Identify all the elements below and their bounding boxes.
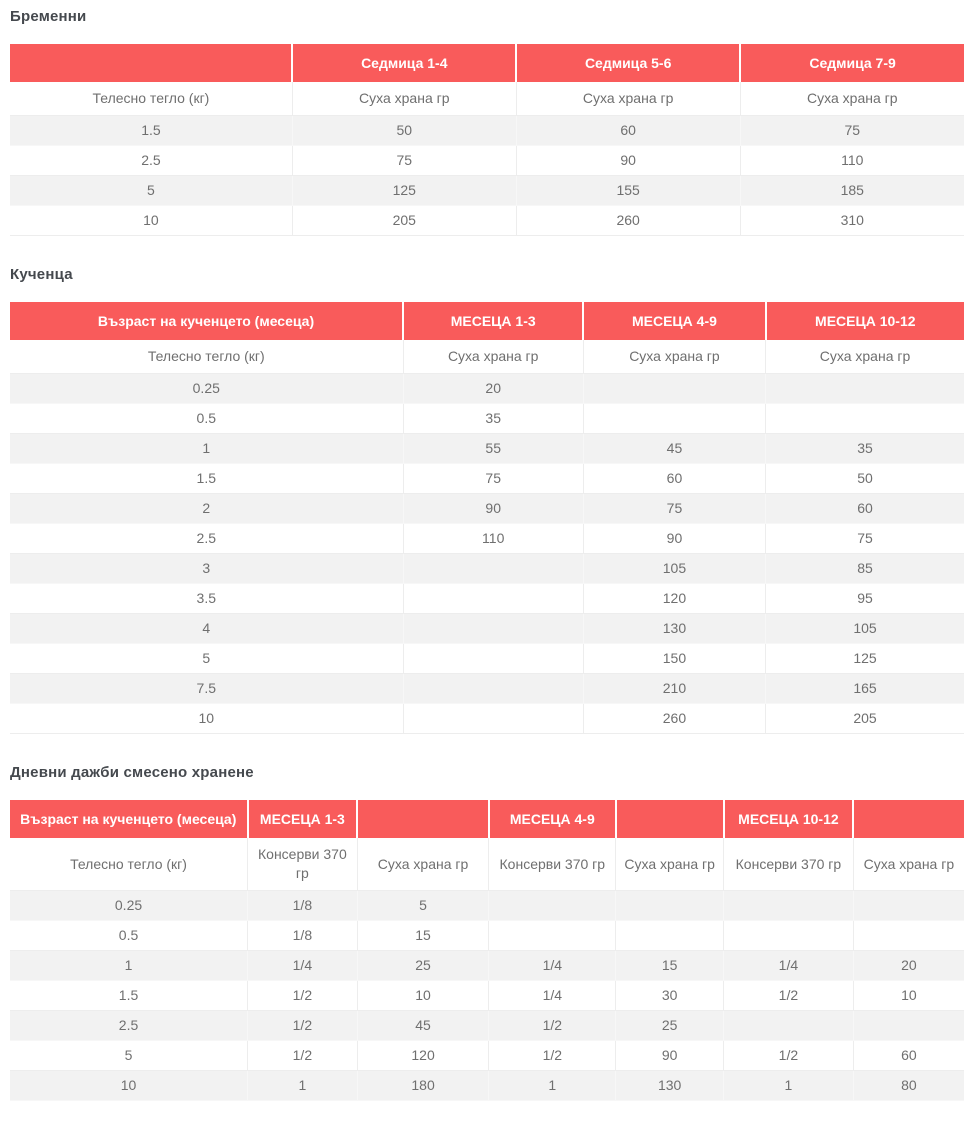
amount-cell: 60	[853, 1041, 964, 1071]
amount-cell	[583, 404, 765, 434]
amount-cell	[403, 674, 583, 704]
weight-cell: 2	[10, 494, 403, 524]
amount-cell	[583, 374, 765, 404]
table-row	[10, 704, 964, 734]
subheader-cell: Консерви 370 гр	[724, 838, 854, 891]
amount-cell: 45	[583, 434, 765, 464]
amount-cell: 50	[766, 464, 964, 494]
amount-cell: 75	[740, 116, 964, 146]
header-cell: МЕСЕЦА 1-3	[403, 302, 583, 340]
weight-cell: 1.5	[10, 116, 292, 146]
amount-cell: 1/2	[489, 1011, 616, 1041]
amount-cell: 205	[292, 206, 516, 236]
amount-cell	[403, 554, 583, 584]
amount-cell	[766, 374, 964, 404]
weight-cell: 10	[10, 1071, 248, 1101]
weight-cell: 4	[10, 614, 403, 644]
amount-cell: 155	[516, 176, 740, 206]
subheader-cell: Телесно тегло (кг)	[10, 838, 248, 891]
puppies-table	[10, 302, 964, 734]
amount-cell: 35	[766, 434, 964, 464]
weight-cell: 0.5	[10, 404, 403, 434]
table-row	[10, 584, 964, 614]
amount-cell	[403, 704, 583, 734]
table-row	[10, 951, 964, 981]
amount-cell: 130	[583, 614, 765, 644]
subheader-row	[10, 340, 964, 374]
amount-cell	[853, 891, 964, 921]
table-row	[10, 614, 964, 644]
weight-cell: 1.5	[10, 981, 248, 1011]
amount-cell: 110	[740, 146, 964, 176]
weight-cell: 5	[10, 644, 403, 674]
amount-cell: 310	[740, 206, 964, 236]
amount-cell	[489, 891, 616, 921]
amount-cell: 55	[403, 434, 583, 464]
amount-cell	[724, 891, 854, 921]
amount-cell: 210	[583, 674, 765, 704]
weight-cell: 3	[10, 554, 403, 584]
weight-cell: 2.5	[10, 1011, 248, 1041]
amount-cell: 15	[357, 921, 489, 951]
weight-cell: 0.25	[10, 374, 403, 404]
subheader-cell: Консерви 370 гр	[248, 838, 358, 891]
amount-cell	[403, 614, 583, 644]
header-cell: Седмица 5-6	[516, 44, 740, 82]
subheader-cell: Телесно тегло (кг)	[10, 340, 403, 374]
amount-cell: 1/2	[248, 981, 358, 1011]
header-cell	[10, 44, 292, 82]
table-row	[10, 494, 964, 524]
table-row	[10, 464, 964, 494]
amount-cell: 95	[766, 584, 964, 614]
amount-cell: 1/4	[248, 951, 358, 981]
amount-cell: 125	[766, 644, 964, 674]
amount-cell: 130	[616, 1071, 724, 1101]
header-cell	[357, 800, 489, 838]
amount-cell: 1/2	[724, 1041, 854, 1071]
amount-cell	[403, 644, 583, 674]
amount-cell: 1/2	[248, 1011, 358, 1041]
amount-cell: 105	[583, 554, 765, 584]
amount-cell: 150	[583, 644, 765, 674]
weight-cell: 10	[10, 206, 292, 236]
amount-cell: 20	[403, 374, 583, 404]
amount-cell	[616, 921, 724, 951]
amount-cell: 90	[403, 494, 583, 524]
table-row	[10, 206, 964, 236]
amount-cell: 1/2	[248, 1041, 358, 1071]
amount-cell: 60	[516, 116, 740, 146]
amount-cell	[853, 1011, 964, 1041]
amount-cell: 50	[292, 116, 516, 146]
weight-cell: 2.5	[10, 524, 403, 554]
header-cell: МЕСЕЦА 10-12	[724, 800, 854, 838]
table-row	[10, 644, 964, 674]
amount-cell	[766, 404, 964, 434]
amount-cell: 120	[357, 1041, 489, 1071]
weight-cell: 1.5	[10, 464, 403, 494]
amount-cell	[853, 921, 964, 951]
weight-cell: 7.5	[10, 674, 403, 704]
amount-cell: 110	[403, 524, 583, 554]
feeding-guide-page	[10, 8, 964, 1101]
table-row	[10, 404, 964, 434]
table-row	[10, 1071, 964, 1101]
header-row	[10, 302, 964, 340]
header-cell: Седмица 7-9	[740, 44, 964, 82]
header-cell: МЕСЕЦА 1-3	[248, 800, 358, 838]
amount-cell: 30	[616, 981, 724, 1011]
header-cell: Седмица 1-4	[292, 44, 516, 82]
subheader-cell: Суха храна гр	[740, 82, 964, 116]
amount-cell: 1/4	[489, 981, 616, 1011]
table-row	[10, 891, 964, 921]
amount-cell: 105	[766, 614, 964, 644]
weight-cell: 10	[10, 704, 403, 734]
amount-cell: 10	[853, 981, 964, 1011]
header-cell	[853, 800, 964, 838]
weight-cell: 0.5	[10, 921, 248, 951]
amount-cell: 125	[292, 176, 516, 206]
amount-cell: 205	[766, 704, 964, 734]
table-row	[10, 116, 964, 146]
weight-cell: 5	[10, 176, 292, 206]
amount-cell: 185	[740, 176, 964, 206]
amount-cell: 1/8	[248, 921, 358, 951]
subheader-cell: Суха храна гр	[292, 82, 516, 116]
amount-cell: 90	[616, 1041, 724, 1071]
amount-cell: 260	[583, 704, 765, 734]
table-row	[10, 434, 964, 464]
section-title-puppies: Кученца	[10, 266, 73, 283]
subheader-cell: Суха храна гр	[853, 838, 964, 891]
amount-cell: 90	[516, 146, 740, 176]
subheader-cell: Суха храна гр	[583, 340, 765, 374]
amount-cell	[489, 921, 616, 951]
amount-cell: 5	[357, 891, 489, 921]
table-row	[10, 674, 964, 704]
subheader-cell: Суха храна гр	[616, 838, 724, 891]
amount-cell: 75	[766, 524, 964, 554]
table-row	[10, 524, 964, 554]
subheader-cell: Суха храна гр	[403, 340, 583, 374]
amount-cell: 180	[357, 1071, 489, 1101]
amount-cell: 45	[357, 1011, 489, 1041]
amount-cell: 1/2	[724, 981, 854, 1011]
amount-cell: 60	[583, 464, 765, 494]
subheader-row	[10, 82, 964, 116]
pregnant-table	[10, 44, 964, 236]
weight-cell: 5	[10, 1041, 248, 1071]
subheader-cell: Суха храна гр	[357, 838, 489, 891]
header-cell	[616, 800, 724, 838]
amount-cell: 1/4	[724, 951, 854, 981]
amount-cell: 15	[616, 951, 724, 981]
weight-cell: 1	[10, 951, 248, 981]
amount-cell	[616, 891, 724, 921]
weight-cell: 1	[10, 434, 403, 464]
amount-cell: 75	[403, 464, 583, 494]
table-row	[10, 374, 964, 404]
mixed-feeding-table	[10, 800, 964, 1101]
table-row	[10, 554, 964, 584]
amount-cell: 1/8	[248, 891, 358, 921]
subheader-cell: Суха храна гр	[516, 82, 740, 116]
header-cell: МЕСЕЦА 4-9	[583, 302, 765, 340]
amount-cell: 25	[616, 1011, 724, 1041]
amount-cell: 1/2	[489, 1041, 616, 1071]
header-cell: МЕСЕЦА 10-12	[766, 302, 964, 340]
amount-cell: 35	[403, 404, 583, 434]
table-row	[10, 1041, 964, 1071]
header-row	[10, 800, 964, 838]
amount-cell: 25	[357, 951, 489, 981]
table-row	[10, 921, 964, 951]
table-row	[10, 1011, 964, 1041]
subheader-row	[10, 838, 964, 891]
amount-cell: 1	[489, 1071, 616, 1101]
amount-cell	[724, 921, 854, 951]
amount-cell: 260	[516, 206, 740, 236]
subheader-cell: Суха храна гр	[766, 340, 964, 374]
amount-cell: 75	[292, 146, 516, 176]
amount-cell: 1	[724, 1071, 854, 1101]
section-title-mixed-feeding: Дневни дажби смесено хранене	[10, 764, 254, 781]
amount-cell: 165	[766, 674, 964, 704]
subheader-cell: Консерви 370 гр	[489, 838, 616, 891]
weight-cell: 3.5	[10, 584, 403, 614]
weight-cell: 2.5	[10, 146, 292, 176]
header-cell: Възраст на кученцето (месеца)	[10, 800, 248, 838]
table-row	[10, 981, 964, 1011]
amount-cell: 85	[766, 554, 964, 584]
amount-cell: 75	[583, 494, 765, 524]
header-cell: МЕСЕЦА 4-9	[489, 800, 616, 838]
amount-cell	[403, 584, 583, 614]
header-cell: Възраст на кученцето (месеца)	[10, 302, 403, 340]
amount-cell: 20	[853, 951, 964, 981]
table-row	[10, 176, 964, 206]
amount-cell: 1	[248, 1071, 358, 1101]
header-row	[10, 44, 964, 82]
section-title-pregnant: Бременни	[10, 8, 87, 25]
amount-cell	[724, 1011, 854, 1041]
subheader-cell: Телесно тегло (кг)	[10, 82, 292, 116]
amount-cell: 60	[766, 494, 964, 524]
weight-cell: 0.25	[10, 891, 248, 921]
amount-cell: 80	[853, 1071, 964, 1101]
amount-cell: 10	[357, 981, 489, 1011]
amount-cell: 90	[583, 524, 765, 554]
table-row	[10, 146, 964, 176]
amount-cell: 1/4	[489, 951, 616, 981]
amount-cell: 120	[583, 584, 765, 614]
